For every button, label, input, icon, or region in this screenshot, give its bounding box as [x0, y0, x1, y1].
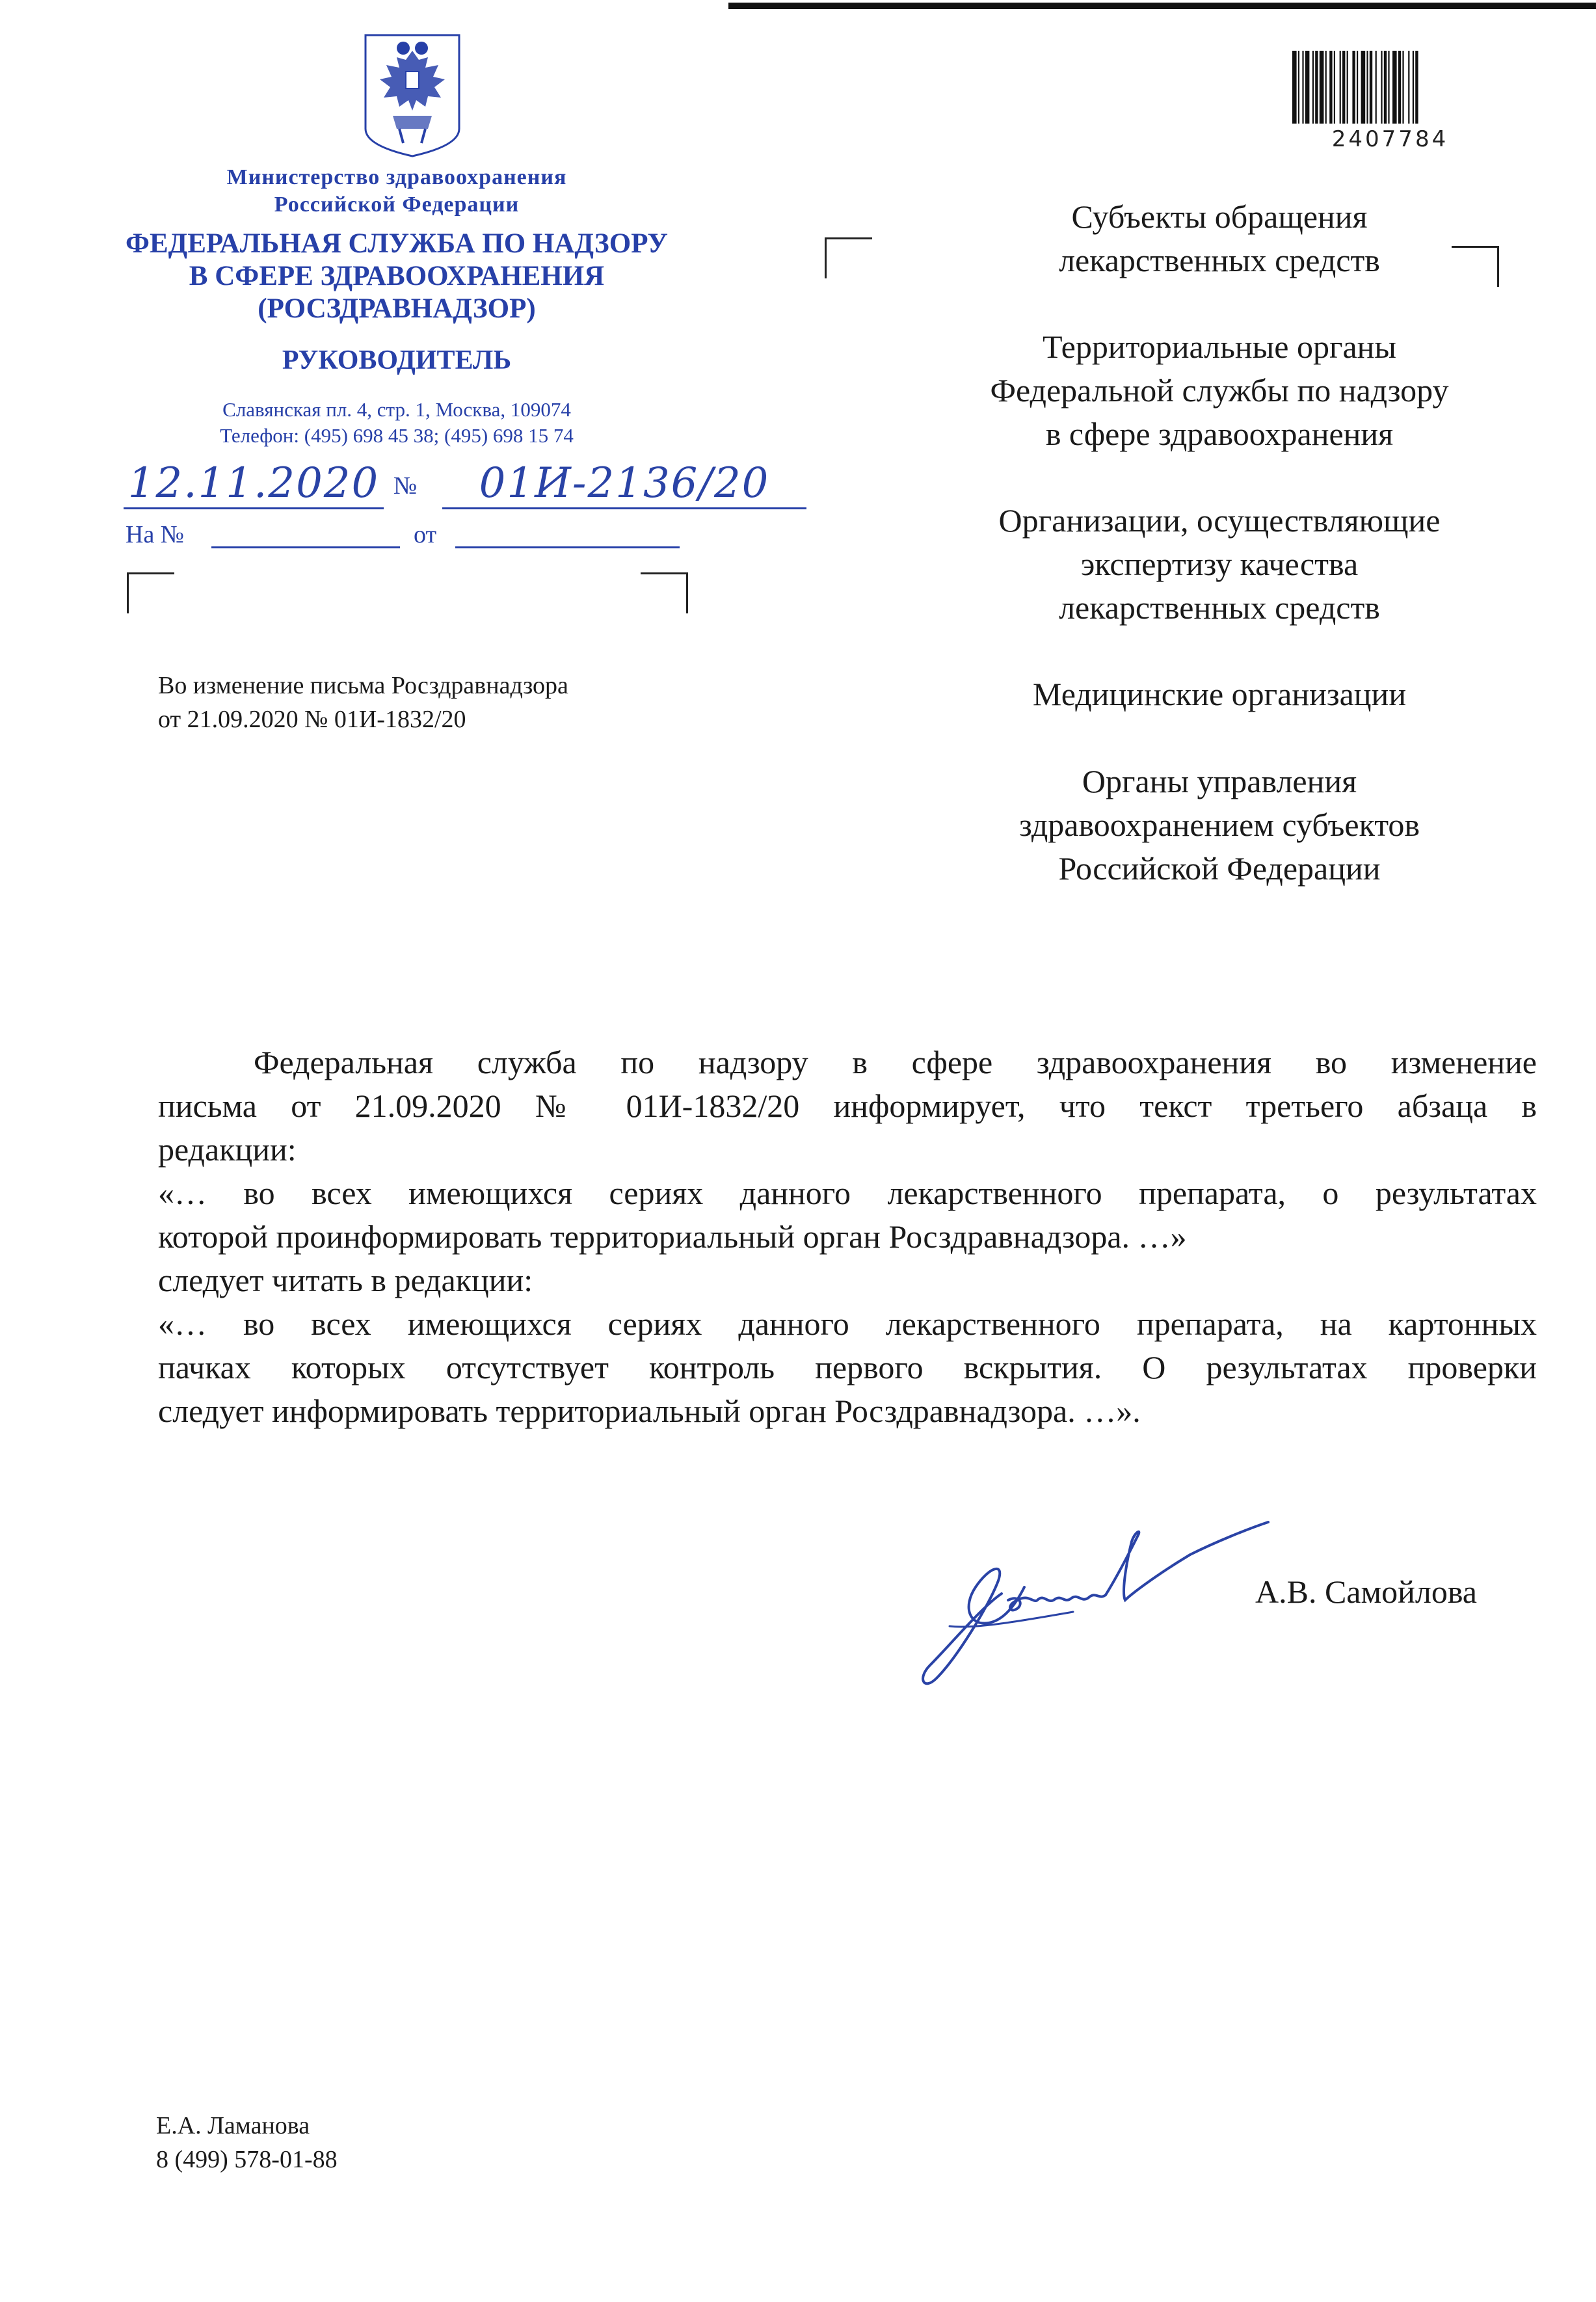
barcode-bar — [1357, 51, 1358, 124]
barcode-bar — [1320, 51, 1324, 124]
address-corner-left — [127, 572, 174, 613]
reference-note — [158, 669, 743, 736]
recipient-5-line-3: Российской Федерации — [1058, 850, 1381, 887]
body-quote-1-line-2: которой проинформировать территориальный орган Росздравнадзора. …» — [158, 1218, 1187, 1255]
head-title: РУКОВОДИТЕЛЬ — [282, 345, 512, 375]
barcode-bar — [1398, 51, 1401, 124]
body-p1-line-3: редакции: — [158, 1131, 297, 1168]
recipient-corner-left — [825, 237, 872, 278]
barcode-bar — [1340, 51, 1341, 124]
number-sign: № — [393, 472, 418, 500]
reference-line-1: Во изменение письма Росздравнадзора — [158, 672, 568, 699]
barcode-bar — [1292, 51, 1297, 124]
in-reply-date-field — [455, 546, 680, 548]
service-name-line-1: ФЕДЕРАЛЬНАЯ СЛУЖБА ПО НАДЗОРУ — [126, 228, 668, 259]
reference-line-2: от 21.09.2020 № 01И-1832/20 — [158, 706, 466, 733]
executor-name: Е.А. Ламанова — [156, 2112, 310, 2139]
barcode-bar — [1361, 51, 1366, 124]
barcode-bar — [1298, 51, 1299, 124]
coat-of-arms-icon — [360, 31, 464, 159]
ministry-name-line-2: Российской Федерации — [274, 193, 520, 217]
outgoing-date: 12.11.2020 — [124, 459, 384, 509]
recipient-2-line-2: Федеральной службы по надзору — [990, 372, 1449, 408]
service-name-line-3: (РОСЗДРАВНАДЗОР) — [258, 293, 536, 324]
executor-phone: 8 (499) 578-01-88 — [156, 2146, 338, 2173]
body-quote-2-line-1: «… во всех имеющихся сериях данного лекарственного препарата, на картонных — [158, 1305, 1537, 1342]
recipient-1-line-1: Субъекты обращения — [1071, 198, 1368, 235]
barcode-bar — [1305, 51, 1310, 124]
body-p1-line-1: Федеральная служба по надзору в сфере здравоохранения во изменение — [254, 1044, 1537, 1080]
barcode-bar — [1384, 51, 1387, 124]
address: Славянская пл. 4, стр. 1, Москва, 109074 — [222, 398, 571, 421]
barcode-bar — [1408, 51, 1409, 124]
in-reply-label: На № — [126, 521, 185, 548]
barcode-bar — [1329, 51, 1332, 124]
barcode-bar — [1366, 51, 1368, 124]
barcode-bar — [1402, 51, 1403, 124]
barcode-bar — [1302, 51, 1303, 124]
barcode-bar — [1312, 51, 1314, 124]
body-quote-2-line-3: следует информировать территориальный орган Росздравнадзора. …». — [158, 1393, 1141, 1429]
body-p1-line-2: письма от 21.09.2020 № 01И-1832/20 информирует, что текст третьего абзаца в — [158, 1088, 1537, 1124]
barcode-bar — [1342, 51, 1345, 124]
body-quote-2-line-2: пачках которых отсутствует контроль первого вскрытия. О результатах проверки — [158, 1349, 1537, 1385]
recipient-3-line-2: экспертизу качества — [1080, 546, 1359, 582]
from-label: от — [414, 521, 437, 548]
recipient-3-line-1: Организации, осуществляющие — [998, 502, 1441, 539]
barcode-bar — [1347, 51, 1348, 124]
barcode-bar — [1381, 51, 1382, 124]
barcode-bar — [1376, 51, 1377, 124]
service-name-line-2: В СФЕРЕ ЗДРАВООХРАНЕНИЯ — [189, 261, 605, 291]
body-read-as: следует читать в редакции: — [158, 1262, 533, 1298]
recipient-5-line-2: здравоохранением субъектов — [1018, 807, 1420, 843]
recipient-1-line-2: лекарственных средств — [1059, 242, 1380, 278]
handwritten-signature — [911, 1496, 1275, 1691]
recipient-3-line-3: лекарственных средств — [1059, 589, 1380, 626]
recipient-2-line-1: Территориальные органы — [1042, 328, 1397, 365]
ministry-name-line-1: Министерство здравоохранения — [226, 165, 567, 189]
barcode-bar — [1415, 51, 1418, 124]
barcode-bar — [1413, 51, 1414, 124]
barcode-bar — [1334, 51, 1335, 124]
barcode-bar — [1392, 51, 1397, 124]
outgoing-number: 01И-2136/20 — [442, 459, 806, 509]
phone: Телефон: (495) 698 45 38; (495) 698 15 74 — [220, 424, 574, 447]
address-corner-right — [641, 572, 688, 613]
barcode-bar — [1325, 51, 1327, 124]
recipient-2-line-3: в сфере здравоохранения — [1045, 416, 1394, 452]
recipient-5-line-1: Органы управления — [1082, 763, 1357, 799]
barcode-bar — [1370, 51, 1372, 124]
barcode — [1291, 51, 1489, 124]
barcode-bar — [1388, 51, 1389, 124]
recipient-4-line-1: Медицинские организации — [1032, 676, 1407, 712]
scan-top-edge — [728, 3, 1596, 9]
signatory-name: А.В. Самойлова — [1255, 1573, 1477, 1610]
in-reply-number-field — [211, 546, 400, 548]
body-quote-1-line-1: «… во всех имеющихся сериях данного лекарственного препарата, о результатах — [158, 1175, 1537, 1211]
barcode-bar — [1315, 51, 1318, 124]
barcode-bar — [1352, 51, 1355, 124]
barcode-number: 2407784 — [1331, 126, 1449, 152]
